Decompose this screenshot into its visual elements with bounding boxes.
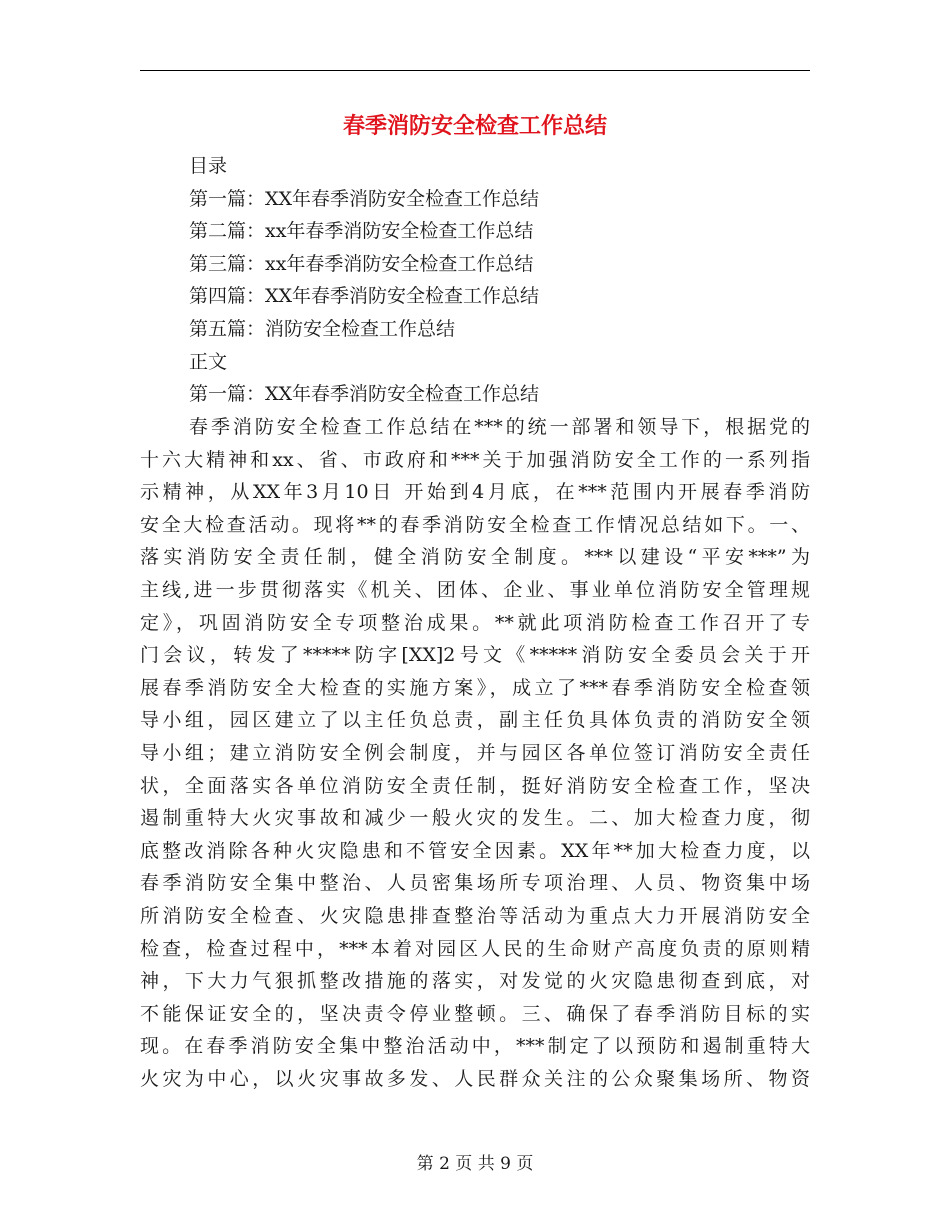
body-heading: 正文: [189, 350, 228, 373]
body-line: 火灾为中心，以火灾事故多发、人民群众关注的公众聚集场所、物资: [140, 1067, 810, 1090]
body-line: 定》，巩固消防安全专项整治成果。**就此项消防检查工作召开了专: [140, 611, 810, 634]
body-line: 展春季消防安全大检查的实施方案》，成立了***春季消防安全检查领: [140, 676, 810, 699]
body-line: 神，下大力气狠抓整改措施的落实，对发觉的火灾隐患彻查到底，对: [140, 970, 810, 993]
body-line: 状，全面落实各单位消防安全责任制，挺好消防安全检查工作，坚决: [140, 774, 810, 797]
toc-heading: 目录: [189, 155, 228, 177]
body-line: 检查，检查过程中，***本着对园区人民的生命财产高度负责的原则精: [140, 937, 810, 960]
body-line: 现。在春季消防安全集中整治活动中，***制定了以预防和遏制重特大: [140, 1035, 810, 1058]
body-line: 遏制重特大火灾事故和减少一般火灾的发生。二、加大检查力度，彻: [140, 807, 810, 830]
body-line: 安全大检查活动。现将**的春季消防安全检查工作情况总结如下。一、: [140, 513, 810, 536]
table-of-contents: [189, 150, 809, 411]
body-line: 底整改消除各种火灾隐患和不管安全因素。XX年**加大检查力度，以: [140, 839, 810, 862]
body-line: 春季消防安全集中整治、人员密集场所专项治理、人员、物资集中场: [140, 872, 810, 895]
toc-item: 第二篇：xx年春季消防安全检查工作总结: [189, 220, 534, 243]
page-number-footer: 第 2 页 共 9 页: [416, 1154, 534, 1174]
body-line: 春季消防安全检查工作总结在***的统一部署和领导下，根据党的: [189, 416, 810, 438]
body-paragraph: [140, 411, 810, 1095]
body-line: 落实消防安全责任制，健全消防安全制度。***以建设“平安***”为: [140, 546, 810, 569]
body-line: 十六大精神和xx、省、市政府和***关于加强消防安全工作的一系列指: [140, 448, 810, 471]
body-line: 不能保证安全的，坚决责令停业整顿。三、确保了春季消防目标的实: [140, 1002, 810, 1025]
toc-item: 第四篇：XX年春季消防安全检查工作总结: [189, 285, 540, 308]
toc-item: 第一篇：XX年春季消防安全检查工作总结: [189, 187, 540, 210]
toc-item: 第五篇：消防安全检查工作总结: [189, 317, 456, 340]
document-title: 春季消防安全检查工作总结: [342, 113, 607, 139]
section-heading: 第一篇：XX年春季消防安全检查工作总结: [189, 383, 540, 406]
toc-item: 第三篇：xx年春季消防安全检查工作总结: [189, 252, 534, 275]
body-line: 主线,进一步贯彻落实《机关、团体、企业、事业单位消防安全管理规: [140, 578, 810, 601]
body-line: 门会议，转发了*****防字[XX]2号文《*****消防安全委员会关于开: [140, 644, 810, 667]
body-line: 所消防安全检查、火灾隐患排查整治等活动为重点大力开展消防安全: [140, 904, 810, 927]
body-line: 导小组，园区建立了以主任负总责，副主任负具体负责的消防安全领: [140, 709, 810, 732]
header-rule: [140, 70, 810, 71]
body-line: 示精神，从XX年3月10日 开始到4月底，在***范围内开展春季消防: [140, 481, 810, 504]
body-line: 导小组；建立消防安全例会制度，并与园区各单位签订消防安全责任: [140, 741, 810, 764]
